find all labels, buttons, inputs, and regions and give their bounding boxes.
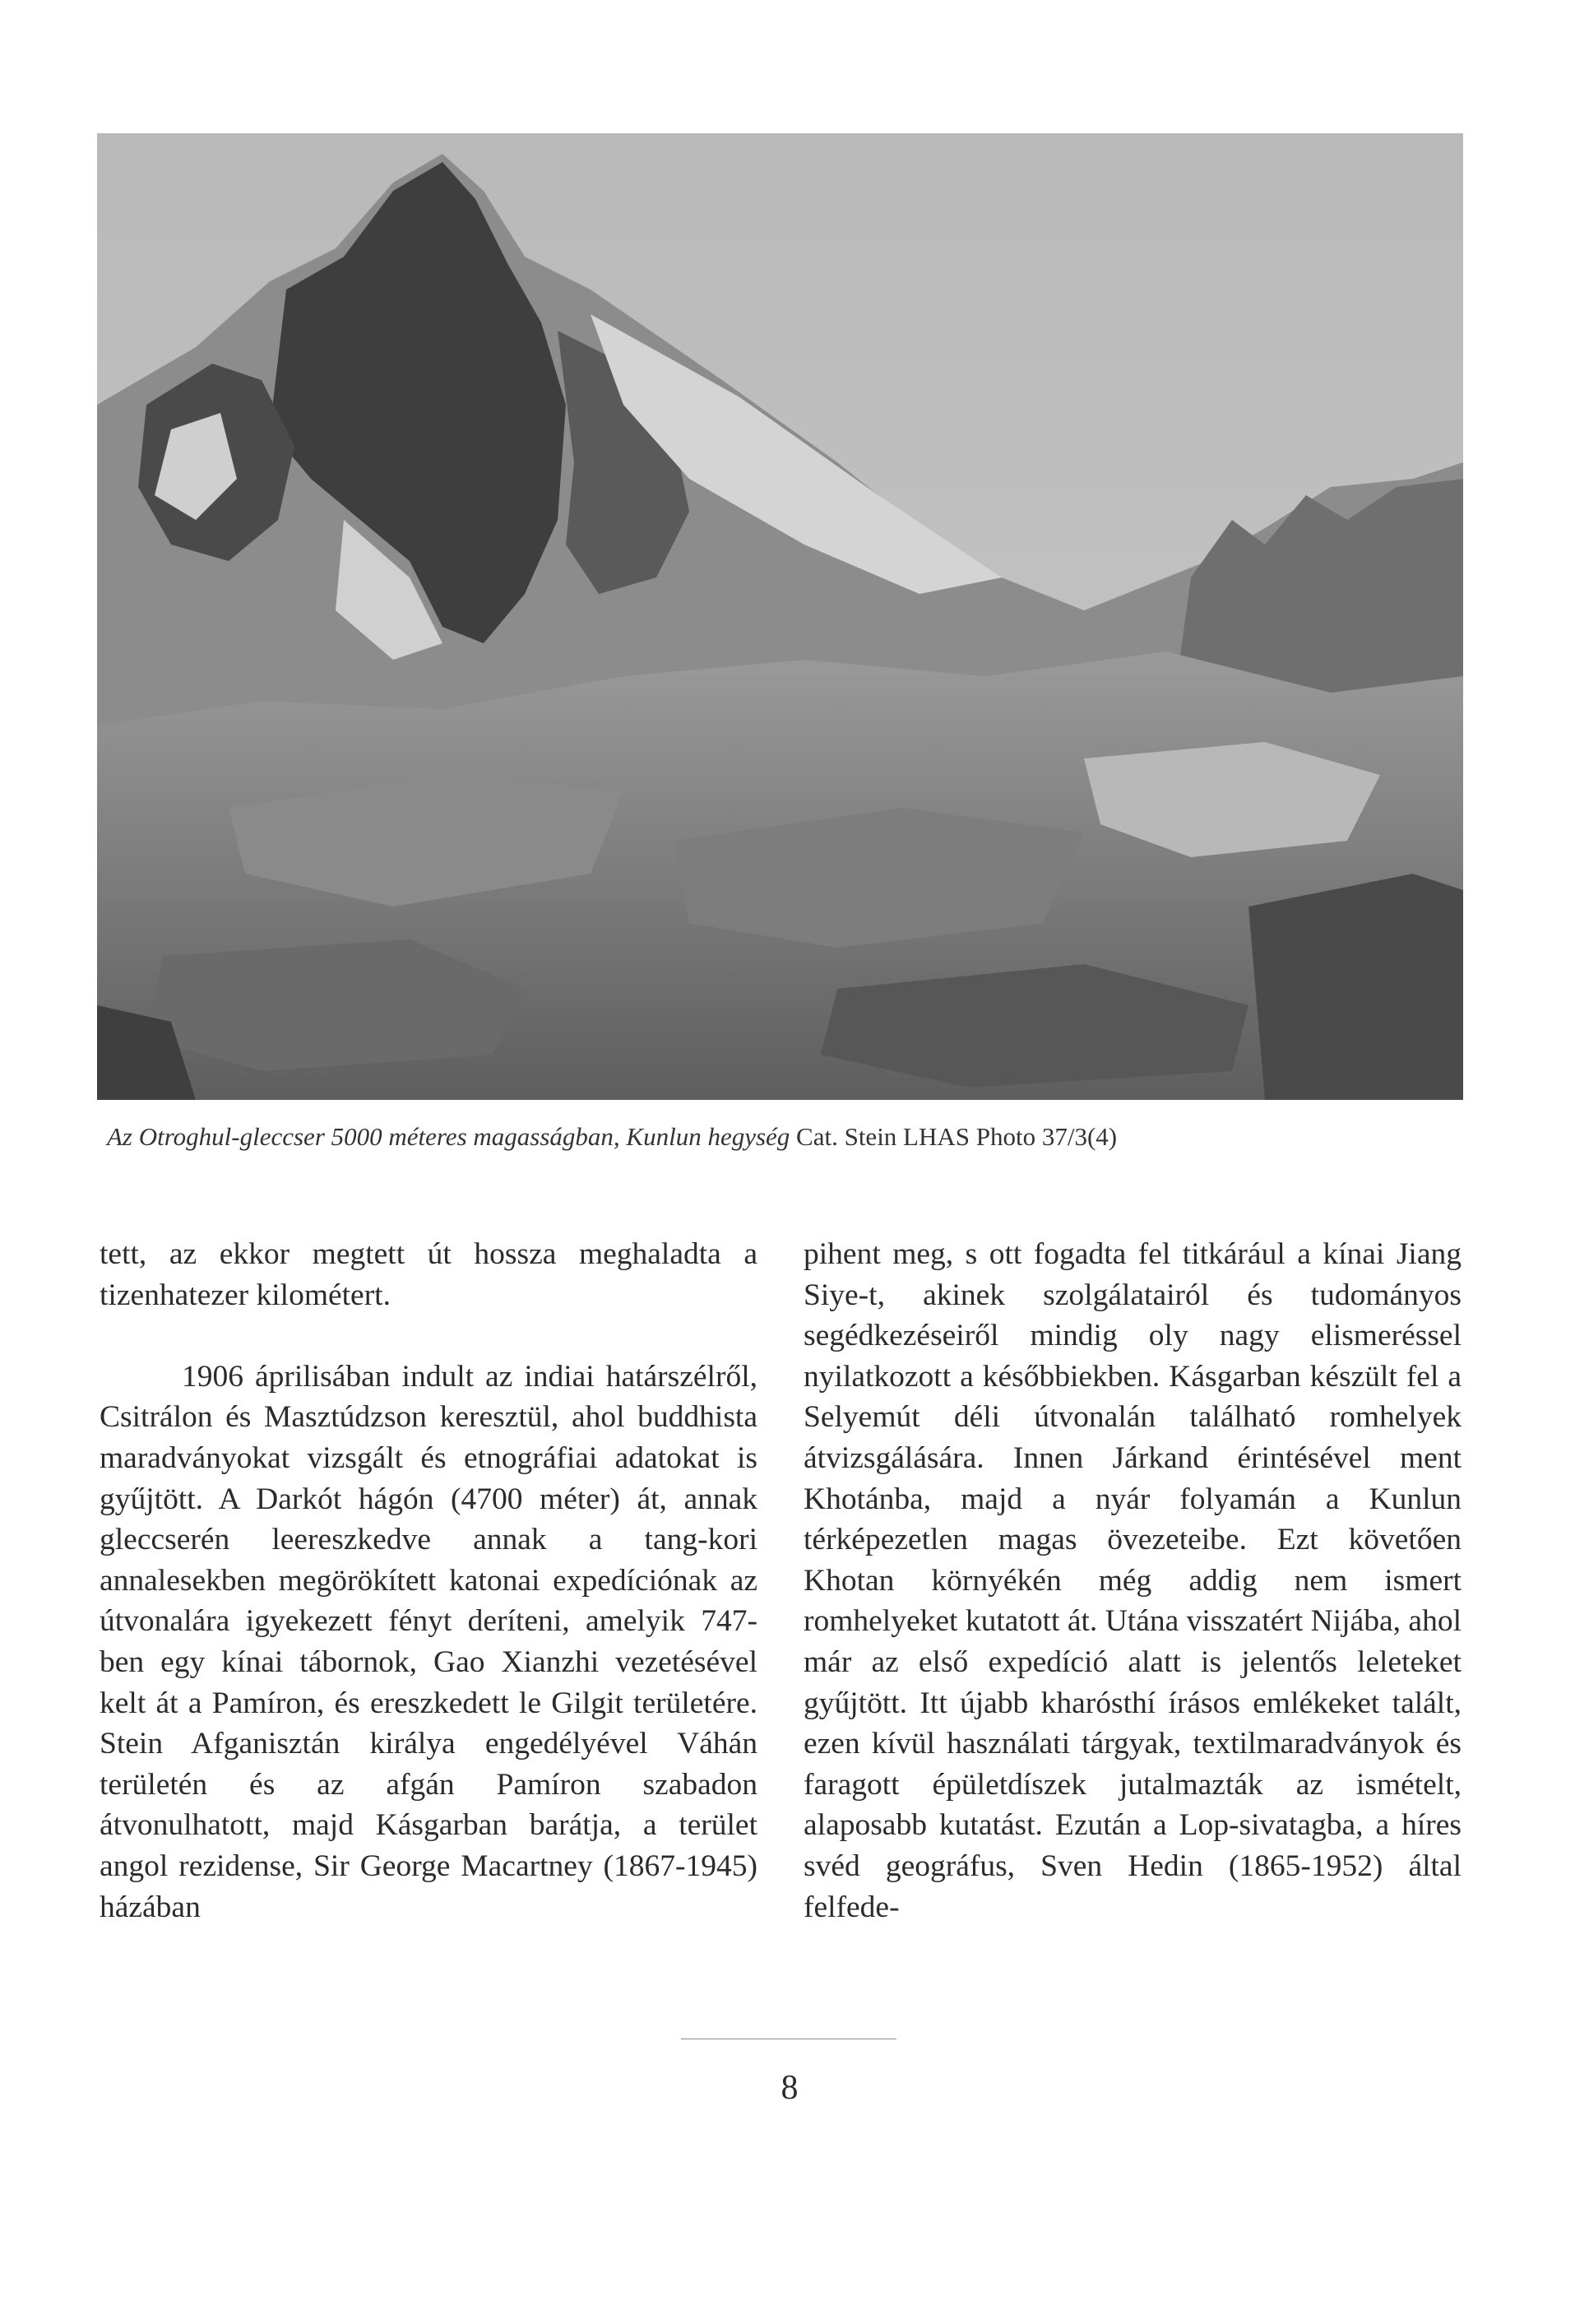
glacier-photograph (97, 133, 1463, 1100)
page-number: 8 (781, 2069, 799, 2107)
left-paragraph-1: tett, az ekkor megtett út hossza meghaladta a tizenhatezer kilométert. (100, 1237, 757, 1312)
right-text-column (804, 1234, 1462, 1927)
left-text-column (100, 1234, 757, 1927)
caption-source-text: Cat. Stein LHAS Photo 37/3(4) (790, 1122, 1118, 1151)
right-paragraph-1: pihent meg, s ott fogadta fel titkárául a kínai Jiang Siye-t, akinek szolgálatairól és tudományos segédkezéseiről mindig oly nagy elismeréssel nyilatkozott a későbbiekben. Kásgarban készült fel a Selyemút déli útvonalán található romhelyek átvizsgálására. Innen Járkand érintésével ment Khotánba, majd a nyár folyamán a Kunlun térképezetlen magas övezeteibe. Ezt követően Khotan környékén még addig nem ismert romhelyeket kutatott át. Utána visszatért Nijába, ahol már az első expedíció alatt is jelentős leleteket gyűjtött. Itt újabb kharósthí írásos emlékeket talált, ezen kívül használati tárgyak, textilmaradványok és faragott épületdíszek jutalmazták az ismételt, alaposabb kutatást. Ezután a Lop-sivatagba, a híres svéd geográfus, Sven Hedin (1865-1952) által felfede- (804, 1237, 1462, 1924)
left-paragraph-2: 1906 áprilisában indult az indiai határszélről, Csitrálon és Masztúdzson keresztül, ahol buddhista maradványokat vizsgált és etnográfiai adatokat is gyűjtött. A Darkót hágón (4700 méter) át, annak gleccserén leereszkedve annak a tang-kori annalesekben megörökített katonai expedíciónak az útvonalára igyekezett fényt deríteni, amelyik 747-ben egy kínai tábornok, Gao Xianzhi vezetésével kelt át a Pamíron, és ereszkedett le Gilgit területére. Stein Afganisztán királya engedélyével Váhán területén és az afgán Pamíron szabadon átvonulhatott, majd Kásgarban barátja, a terület angol rezidense, Sir George Macartney (1867-1945) házában (100, 1359, 757, 1924)
glacier-photo-drawing (97, 133, 1463, 1100)
figure-caption (107, 1120, 1464, 1153)
caption-italic-text: Az Otroghul-gleccser 5000 méteres magasságban, Kunlun hegység (107, 1122, 790, 1151)
